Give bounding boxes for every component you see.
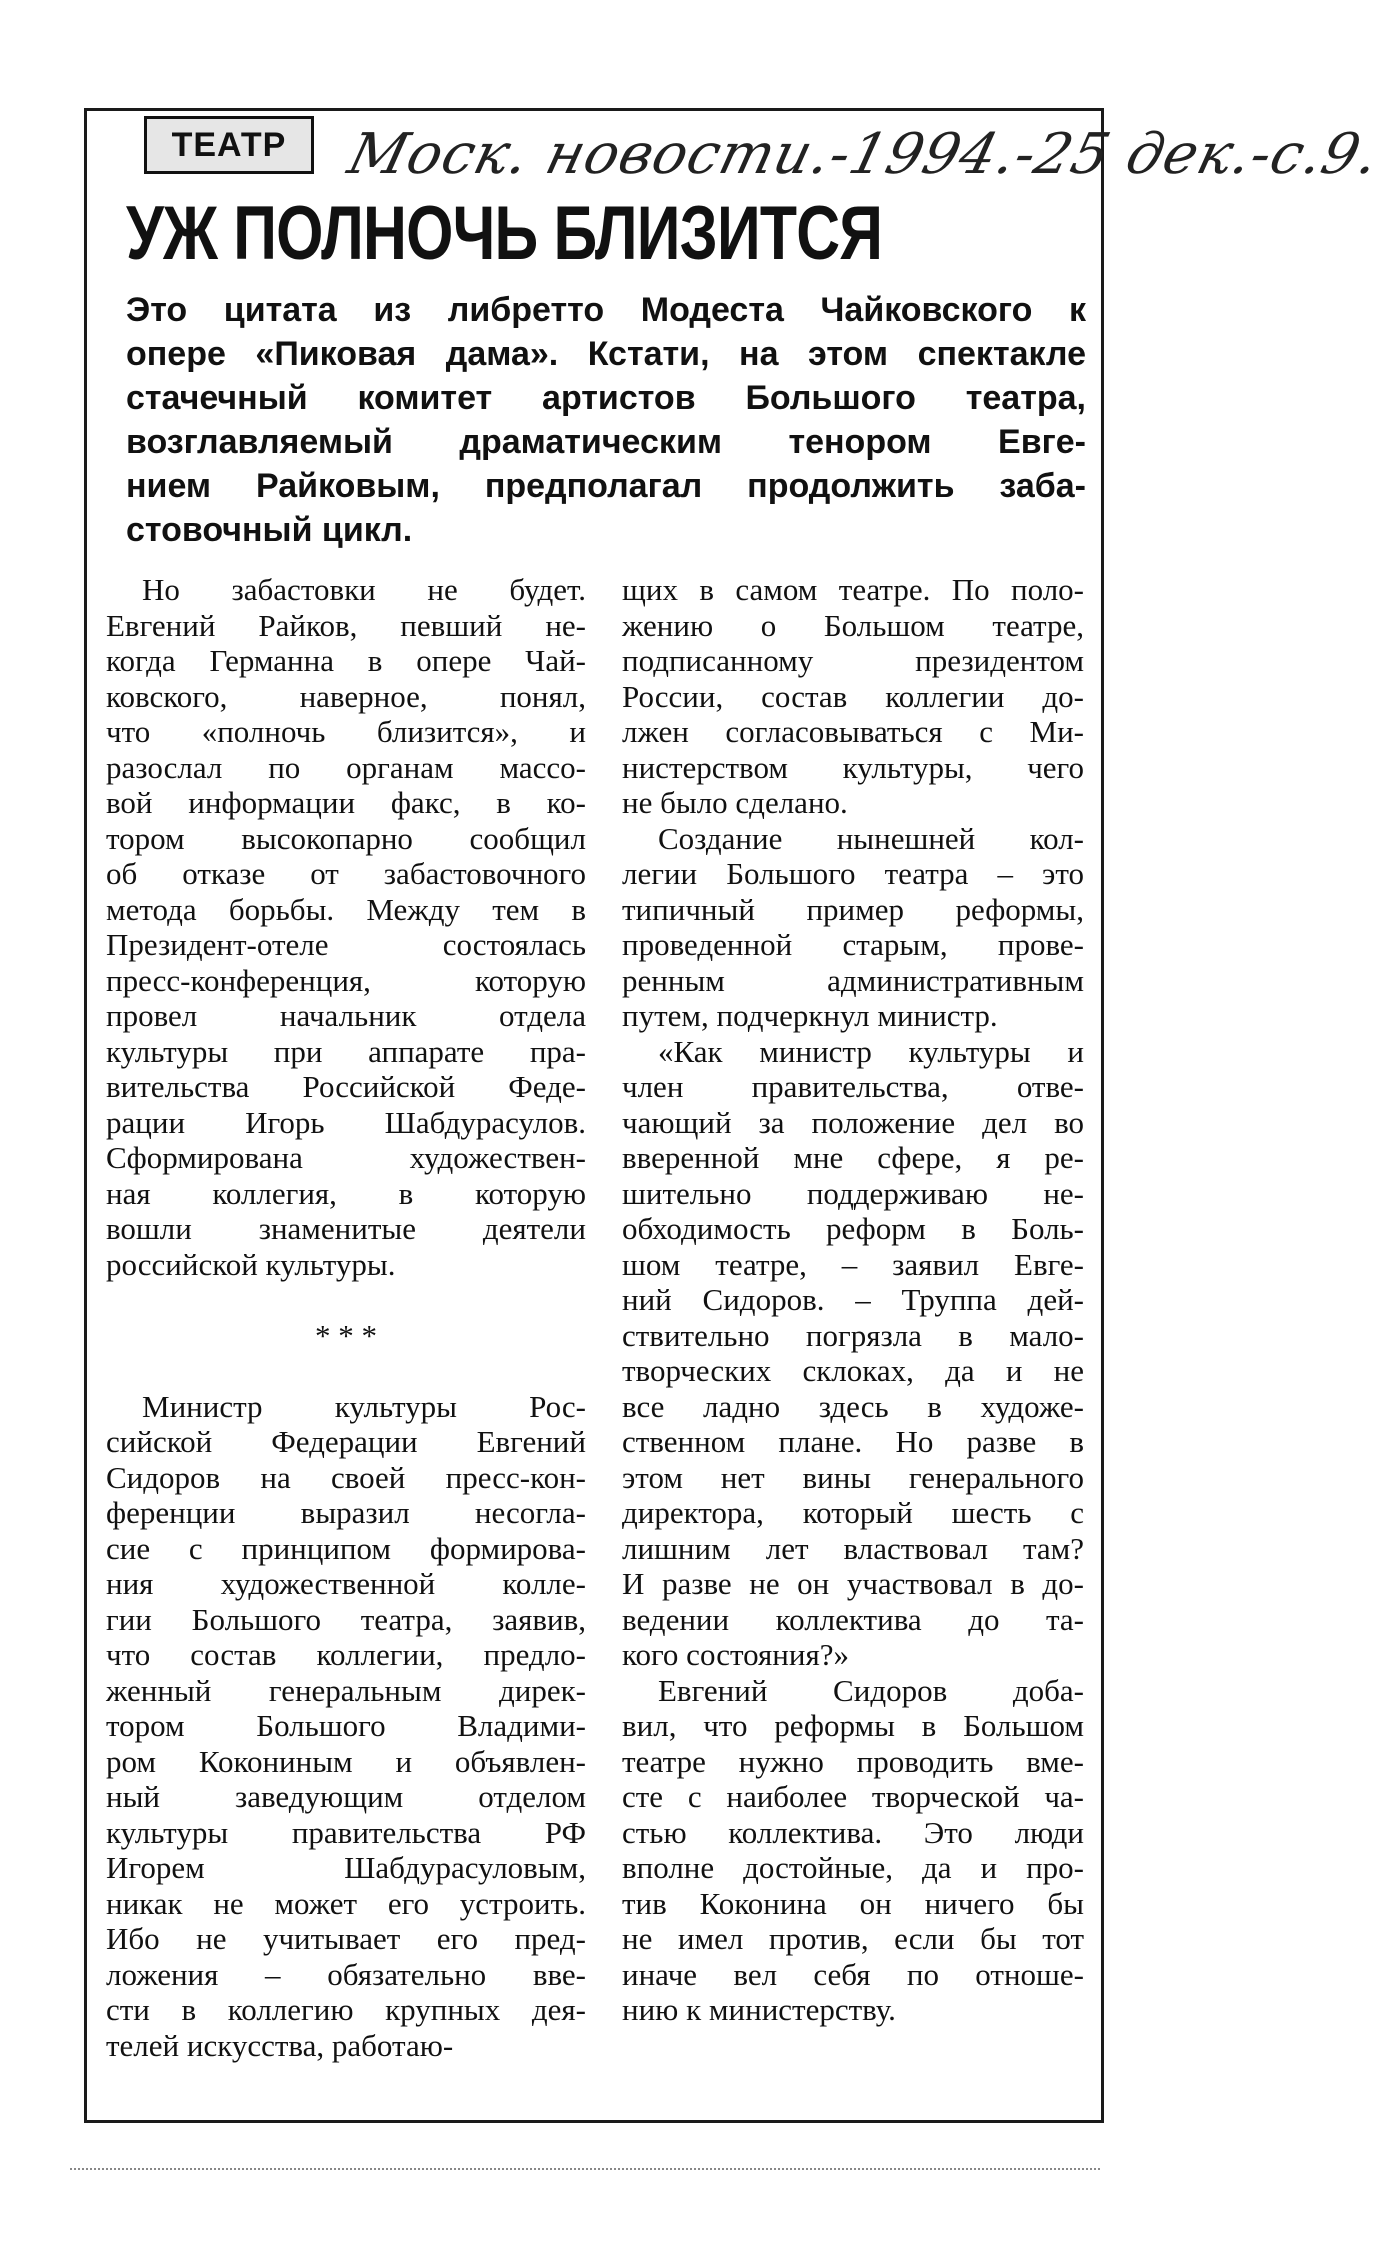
column-text-line: шительно поддерживаю не- (622, 1175, 1084, 1211)
column-text-line: разослал по органам массо- (106, 749, 586, 785)
column-text-line: ная коллегия, в которую (106, 1175, 586, 1211)
lead-line: стачечный комитет артистов Большого театра, (126, 379, 1086, 417)
column-text-line (106, 1282, 586, 1318)
column-text-line: кого состояния?» (622, 1637, 849, 1672)
column-text-line (106, 1353, 586, 1389)
column-text-line: ный заведующим отделом (106, 1779, 586, 1814)
column-text-line: Сформирована художествен- (106, 1140, 586, 1175)
column-text-line: Евгений Райков, певший не- (106, 607, 586, 643)
column-text-line: вверенной мне сфере, я ре- (622, 1140, 1084, 1175)
column-text-line: путем, подчеркнул министр. (622, 998, 998, 1033)
lead-line: опере «Пиковая дама». Кстати, на этом спектакле (126, 335, 1086, 373)
column-text-line: об отказе от забастовочного (106, 856, 586, 891)
article-headline: УЖ ПОЛНОЧЬ БЛИЗИТСЯ (126, 191, 883, 276)
column-text-line: Игорем Шабдурасуловым, (106, 1850, 586, 1885)
column-text-line: театре нужно проводить вме- (622, 1743, 1084, 1779)
column-text-line: проведенной старым, прове- (622, 927, 1084, 962)
column-text-line: нистерством культуры, чего (622, 749, 1084, 785)
column-text-line: Министр культуры Рос- (142, 1388, 586, 1424)
column-text-line: типичный пример реформы, (622, 891, 1084, 927)
column-text-line: сийской Федерации Евгений (106, 1424, 586, 1459)
column-text-line: культуры при аппарате пра- (106, 1033, 586, 1069)
column-text-line: не было сделано. (622, 785, 848, 820)
column-text-line: ренным административным (622, 962, 1084, 998)
column-text-line: женный генеральным дирек- (106, 1672, 586, 1708)
column-text-line: российской культуры. (106, 1246, 396, 1282)
column-text-line: стью коллектива. Это люди (622, 1814, 1084, 1850)
column-text-line: телей искусства, работаю- (106, 2027, 454, 2063)
article-column-left (106, 572, 586, 2063)
column-text-line: член правительства, отве- (622, 1069, 1084, 1104)
column-text-line: щих в самом театре. По поло- (622, 572, 1084, 607)
column-text-line: ствительно погрязла в мало- (622, 1317, 1084, 1353)
column-text-line: подписанному президентом (622, 643, 1084, 678)
column-text-line: Ибо не учитывает его пред- (106, 1921, 586, 1956)
column-text-line: ром Кокониным и объявлен- (106, 1743, 586, 1779)
column-text-line: Евгений Сидоров доба- (658, 1672, 1084, 1708)
column-text-line: ведении коллектива до та- (622, 1601, 1084, 1637)
article-lead (126, 288, 1086, 552)
column-text-line: провел начальник отдела (106, 998, 586, 1033)
column-text-line: директора, который шесть с (622, 1495, 1084, 1530)
column-text-line: что «полночь близится», и (106, 714, 586, 749)
column-text-line: шом театре, – заявил Евге- (622, 1246, 1084, 1282)
column-text-line: тором высокопарно сообщил (106, 820, 586, 856)
column-text-line: тив Коконина он ничего бы (622, 1885, 1084, 1921)
column-text-line: рации Игорь Шабдурасулов. (106, 1104, 586, 1140)
column-text-line: Создание нынешней кол- (658, 820, 1084, 856)
column-text-line: России, состав коллегии до- (622, 678, 1084, 714)
column-text-line: сти в коллегию крупных дея- (106, 1992, 586, 2027)
column-text-line: когда Германна в опере Чай- (106, 643, 586, 678)
column-text-line: этом нет вины генерального (622, 1459, 1084, 1495)
column-text-line: чающий за положение дел во (622, 1104, 1084, 1140)
column-text-line: легии Большого театра – это (622, 856, 1084, 891)
article-column-right (622, 572, 1084, 2028)
column-text-line: гии Большого театра, заявив, (106, 1601, 586, 1637)
column-text-line: тором Большого Владими- (106, 1708, 586, 1743)
column-text-line: сте с наиболее творческой ча- (622, 1779, 1084, 1814)
column-text-line: Сидоров на своей пресс-кон- (106, 1459, 586, 1495)
column-text-line: жению о Большом театре, (622, 607, 1084, 643)
column-text-line: обходимость реформ в Боль- (622, 1211, 1084, 1246)
rubric-badge (144, 116, 314, 174)
column-text-line: вполне достойные, да и про- (622, 1850, 1084, 1885)
column-text-line: творческих склоках, да и не (622, 1353, 1084, 1388)
column-text-line: метода борьбы. Между тем в (106, 891, 586, 927)
column-text-line: что состав коллегии, предло- (106, 1637, 586, 1672)
lead-line: Это цитата из либретто Модеста Чайковского к (126, 291, 1086, 329)
column-text-line: ний Сидоров. – Труппа дей- (622, 1282, 1084, 1317)
column-text-line: И разве не он участвовал в до- (622, 1566, 1084, 1601)
column-text-line: все ладно здесь в художе- (622, 1388, 1084, 1424)
rubric-label: ТЕАТР (171, 125, 287, 164)
page-edge-dotted-line (70, 2168, 1100, 2170)
column-text-line: ния художественной колле- (106, 1566, 586, 1601)
column-text-line: Президент-отеле состоялась (106, 927, 586, 962)
column-text-line: вительства Российской Феде- (106, 1069, 586, 1104)
column-text-line: лжен согласовываться с Ми- (622, 714, 1084, 749)
column-text-line: ложения – обязательно вве- (106, 1956, 586, 1992)
lead-line: стовочный цикл. (126, 511, 413, 549)
column-text-line: никак не может его устроить. (106, 1885, 586, 1921)
column-text-line: пресс-конференция, которую (106, 962, 586, 998)
column-text-line: сие с принципом формирова- (106, 1530, 586, 1566)
lead-line: возглавляемый драматическим тенором Евге- (126, 423, 1086, 461)
lead-line: нием Райковым, предполагал продолжить заба- (126, 467, 1086, 505)
column-text-line: вой информации факс, в ко- (106, 785, 586, 820)
column-text-line: культуры правительства РФ (106, 1814, 586, 1850)
column-text-line: ковского, наверное, понял, (106, 678, 586, 714)
handwritten-source-note: Моск. новости.-1994.-25 дек.-с.9. (341, 122, 1386, 187)
column-text-line: Но забастовки не будет. (142, 572, 586, 607)
section-divider-stars: * * * (315, 1317, 377, 1353)
column-text-line: иначе вел себя по отноше- (622, 1956, 1084, 1992)
column-text-line: не имел против, если бы тот (622, 1921, 1084, 1956)
column-text-line: лишним лет властвовал там? (622, 1530, 1084, 1566)
column-text-line: ственном плане. Но разве в (622, 1424, 1084, 1459)
column-text-line: вошли знаменитые деятели (106, 1211, 586, 1246)
column-text-line: вил, что реформы в Большом (622, 1708, 1084, 1743)
column-text-line: нию к министерству. (622, 1992, 896, 2027)
column-text-line: «Как министр культуры и (658, 1033, 1084, 1069)
column-text-line: ференции выразил несогла- (106, 1495, 586, 1530)
